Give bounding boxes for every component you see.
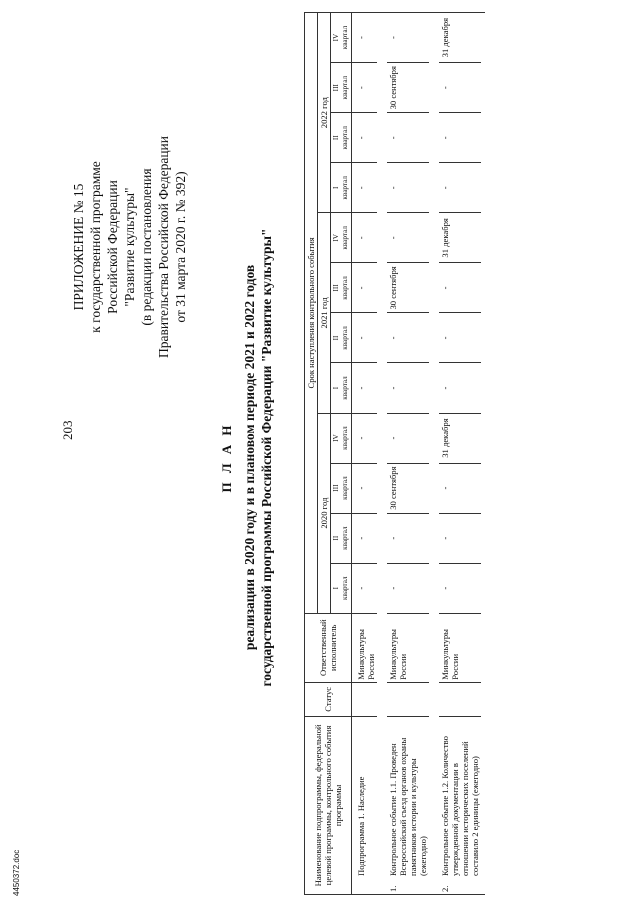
row-name-cell <box>352 716 378 894</box>
row-name-cell <box>439 716 481 894</box>
deadline-cell: - <box>439 363 481 413</box>
quarter-header: IV квартал <box>331 413 352 463</box>
row-executor: Минкультуры России <box>352 613 378 682</box>
quarter-header: IV квартал <box>331 13 352 63</box>
appendix-line: от 31 марта 2020 г. № 392) <box>173 171 188 323</box>
deadline-cell: 31 декабря <box>439 13 481 63</box>
deadline-cell: - <box>387 13 429 63</box>
deadline-cell: - <box>352 63 378 113</box>
deadline-cell: - <box>352 513 378 563</box>
quarter-header: II квартал <box>331 113 352 163</box>
deadline-cell: - <box>352 263 378 313</box>
quarter-header: III квартал <box>331 63 352 113</box>
header-status: Статус <box>305 682 352 716</box>
deadline-cell: - <box>439 63 481 113</box>
document-id: 4450372.doc <box>12 849 21 896</box>
header-deadline: Срок наступления контрольного события <box>305 13 318 614</box>
deadline-cell: - <box>352 413 378 463</box>
deadline-cell: - <box>352 363 378 413</box>
page-number: 203 <box>60 420 75 440</box>
deadline-cell: - <box>387 213 429 263</box>
plan-table <box>304 12 485 895</box>
quarter-header: I квартал <box>331 163 352 213</box>
header-year-2020: 2020 год <box>318 413 331 613</box>
row-name: Подпрограмма 1. Наследие <box>356 776 366 876</box>
deadline-cell: - <box>439 313 481 363</box>
table-row <box>387 13 429 895</box>
deadline-cell: - <box>387 413 429 463</box>
quarter-header: I квартал <box>331 563 352 613</box>
deadline-cell: - <box>387 513 429 563</box>
table-row <box>439 13 481 895</box>
header-year-2021: 2021 год <box>318 213 331 413</box>
row-number: 1. <box>388 885 398 892</box>
appendix-header <box>70 97 189 397</box>
row-name-cell <box>387 716 429 894</box>
appendix-line: ПРИЛОЖЕНИЕ № 15 <box>71 183 86 311</box>
deadline-cell: - <box>387 163 429 213</box>
deadline-cell: - <box>352 213 378 263</box>
deadline-cell: - <box>387 563 429 613</box>
deadline-cell: - <box>439 163 481 213</box>
appendix-line: Правительства Российской Федерации <box>156 136 171 358</box>
title-line-2: государственной программы Российской Федерации "Развитие культуры" <box>259 228 274 687</box>
deadline-cell: 30 сентября <box>387 63 429 113</box>
deadline-cell: - <box>352 113 378 163</box>
deadline-cell: - <box>387 363 429 413</box>
row-status <box>352 682 378 716</box>
deadline-cell: - <box>439 513 481 563</box>
appendix-line: Российской Федерации <box>105 180 120 314</box>
row-status <box>387 682 429 716</box>
quarter-header: IV квартал <box>331 213 352 263</box>
deadline-cell: - <box>352 463 378 513</box>
row-name: Контрольное событие 1.2. Количество утвержденной документации в отношении исторических поселений составило 2 единицы (ежегодно) <box>440 736 480 876</box>
quarter-header: II квартал <box>331 513 352 563</box>
deadline-cell: 30 сентября <box>387 263 429 313</box>
header-executor: Ответственный исполнитель <box>305 613 352 682</box>
title-line-1: реализации в 2020 году и в плановом периоде 2021 и 2022 годов <box>242 264 257 651</box>
row-status <box>439 682 481 716</box>
document-title <box>218 10 275 905</box>
deadline-cell: - <box>387 113 429 163</box>
deadline-cell: - <box>439 463 481 513</box>
deadline-cell: 30 сентября <box>387 463 429 513</box>
row-number: 2. <box>440 885 450 892</box>
row-name: Контрольное событие 1.1. Проведен Всероссийский съезд органов охраны памятников истории и культуры (ежегодно) <box>388 737 428 876</box>
header-name: Наименование подпрограммы, федеральной целевой программы, контрольного события программы <box>305 716 352 894</box>
header-year-2022: 2022 год <box>318 13 331 213</box>
document-sheet <box>64 10 604 905</box>
table-row <box>352 13 378 895</box>
deadline-cell: - <box>352 563 378 613</box>
deadline-cell: - <box>439 113 481 163</box>
appendix-line: (в редакции постановления <box>139 168 154 326</box>
appendix-line: к государственной программе <box>88 161 103 333</box>
deadline-cell: - <box>352 13 378 63</box>
quarter-header: III квартал <box>331 463 352 513</box>
appendix-line: "Развитие культуры" <box>122 187 137 307</box>
deadline-cell: 31 декабря <box>439 213 481 263</box>
quarter-header: II квартал <box>331 313 352 363</box>
deadline-cell: - <box>439 263 481 313</box>
deadline-cell: 31 декабря <box>439 413 481 463</box>
quarter-header: I квартал <box>331 363 352 413</box>
title-plan: П Л А Н <box>219 422 234 493</box>
quarter-header: III квартал <box>331 263 352 313</box>
deadline-cell: - <box>352 313 378 363</box>
row-executor: Минкультуры России <box>439 613 481 682</box>
deadline-cell: - <box>387 313 429 363</box>
deadline-cell: - <box>439 563 481 613</box>
deadline-cell: - <box>352 163 378 213</box>
row-executor: Минкультуры России <box>387 613 429 682</box>
